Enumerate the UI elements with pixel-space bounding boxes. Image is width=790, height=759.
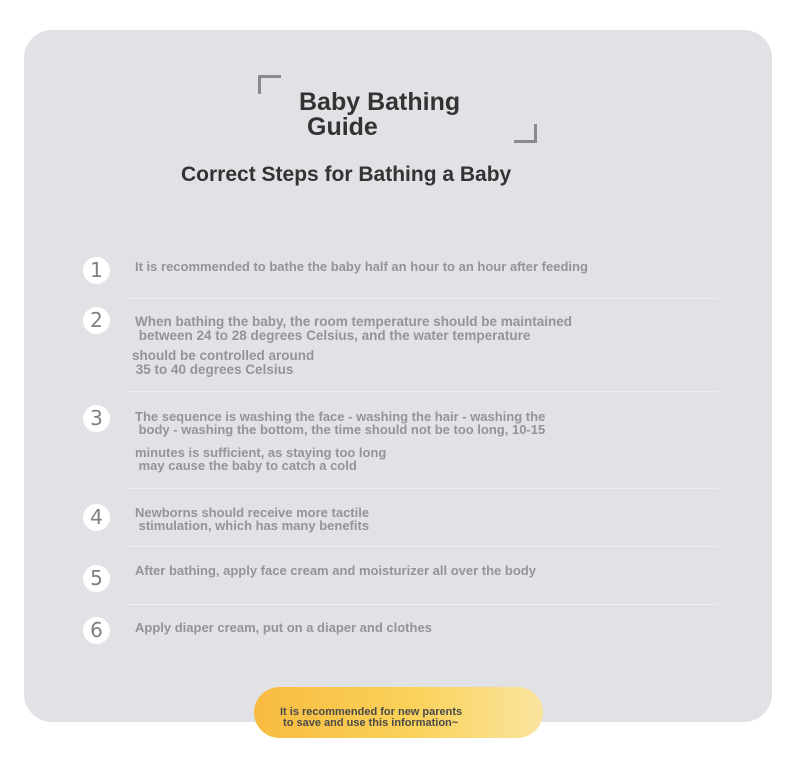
page-title xyxy=(299,90,460,140)
step-number-badge: 4 xyxy=(83,504,110,531)
recommendation-text: It is recommended for new parents to save and use this information~ xyxy=(280,706,463,729)
step-text: The sequence is washing the face - washing the hair - washing the body - washing the bottom, the time should not be too long, 10-15 xyxy=(135,409,546,437)
step-number-badge: 2 xyxy=(83,307,110,334)
divider xyxy=(128,391,718,392)
divider xyxy=(128,604,718,605)
step-text: It is recommended to bathe the baby half an hour to an hour after feeding xyxy=(135,259,588,274)
step-text-continued: minutes is sufficient, as staying too long may cause the baby to catch a cold xyxy=(135,445,387,473)
step-number-badge: 1 xyxy=(83,257,110,284)
divider xyxy=(128,298,718,299)
step-number-badge: 6 xyxy=(83,617,110,644)
step-number-badge: 5 xyxy=(83,565,110,592)
corner-bracket-top-left xyxy=(258,75,281,94)
step-text: When bathing the baby, the room temperature should be maintained between 24 to 28 degrees Celsius, and the water temperature xyxy=(135,314,573,343)
step-text-continued: should be controlled around 35 to 40 degrees Celsius xyxy=(132,348,315,377)
page-title-line-2: Guide xyxy=(307,113,378,141)
divider xyxy=(128,488,718,489)
divider xyxy=(128,546,718,547)
step-text: After bathing, apply face cream and moisturizer all over the body xyxy=(135,563,536,578)
recommendation-pill xyxy=(254,687,543,738)
page-title-line-1: Baby Bathing xyxy=(299,88,461,116)
corner-bracket-bottom-right xyxy=(514,124,537,143)
step-number-badge: 3 xyxy=(83,405,110,432)
step-text: Apply diaper cream, put on a diaper and clothes xyxy=(135,620,432,635)
step-text: Newborns should receive more tactile stimulation, which has many benefits xyxy=(135,505,370,533)
section-subtitle: Correct Steps for Bathing a Baby xyxy=(181,163,512,186)
